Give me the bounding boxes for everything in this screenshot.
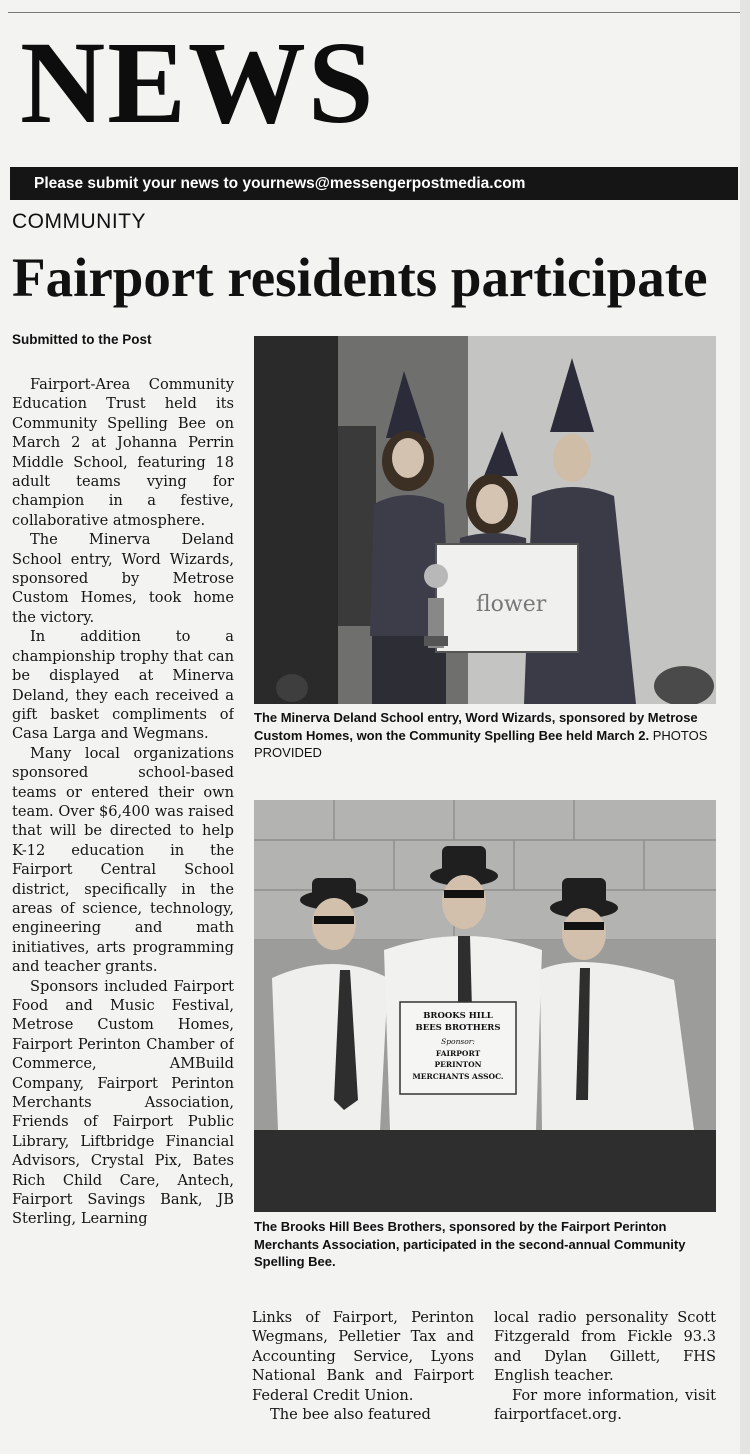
article-paragraph: Links of Fairport, Perinton Wegmans, Pelletier Tax and Accounting Service, Lyons National Bank and Fairport Federal Credit Union. <box>252 1309 474 1404</box>
section-label: COMMUNITY <box>12 210 146 233</box>
photo-word-wizards <box>254 336 716 704</box>
article-paragraph: The bee also featured <box>270 1406 431 1424</box>
article-paragraph: For more information, visit fairportfacet.org. <box>494 1386 716 1424</box>
photo-word-wizards-illustration <box>254 336 716 704</box>
photo-bees-brothers-illustration <box>254 800 716 1212</box>
sign-line: MERCHANTS ASSOC. <box>412 1072 504 1081</box>
photo1-caption-text: The Minerva Deland School entry, Word Wizards, sponsored by Metrose Custom Homes, won the Community Spelling Bee held March 2. <box>254 710 698 743</box>
page-edge-shadow <box>740 0 750 1454</box>
article-paragraph: Sponsors included Fairport Food and Music Festival, Metrose Custom Homes, Fairport Perinton Chamber of Commerce, AMBuild Company, Fairport Perinton Merchants Association, Friends of Fairport Public Library, Liftbridge Financial Advisors, Crystal Pix, Bates Rich Child Care, Antech, Fairport Savings Bank, JB Sterling, Learning <box>12 977 234 1228</box>
sign-line: PERINTON <box>434 1060 482 1069</box>
photo-bees-brothers <box>254 800 716 1212</box>
article-paragraph: local radio personality Scott Fitzgerald from Fickle 93.3 and Dylan Gillett, FHS English teacher. <box>494 1309 716 1385</box>
article-paragraph: Many local organizations sponsored school-based teams or entered their own team. Over $6,400 was raised that will be directed to help K-12 education in the Fairport Central School district, specifically in the areas of science, technology, engineering and math initiatives, arts programming and teacher grants. <box>12 744 234 976</box>
sign <box>400 1002 516 1094</box>
masthead: NEWS <box>20 17 376 148</box>
top-rule <box>8 12 742 13</box>
photo-credit: PHOTOS PROVIDED <box>254 727 708 760</box>
sign-line: Sponsor: <box>441 1037 475 1046</box>
article-paragraph: In addition to a championship trophy that can be displayed at Minerva Deland, they each received a gift basket compliments of Casa Larga and Wegmans. <box>12 628 234 743</box>
photo1-caption <box>254 709 724 762</box>
article-column-left <box>12 375 234 1450</box>
photo2-caption: The Brooks Hill Bees Brothers, sponsored by the Fairport Perinton Merchants Association, participated in the second-annual Community Spelling Bee. <box>254 1219 686 1269</box>
sign-line: BROOKS HILL <box>423 1011 493 1021</box>
byline: Submitted to the Post <box>12 332 152 347</box>
sign-line: BEES BROTHERS <box>415 1023 501 1033</box>
whiteboard-word: flower <box>476 592 547 617</box>
article-column-right <box>494 1308 716 1450</box>
sign-line: FAIRPORT <box>435 1049 481 1058</box>
submission-banner: Please submit your news to yournews@messengerpostmedia.com <box>10 167 738 200</box>
headline: Fairport residents participate <box>12 247 708 308</box>
article-paragraph: The Minerva Deland School entry, Word Wizards, sponsored by Metrose Custom Homes, took home the victory. <box>12 531 234 626</box>
article-paragraph: Fairport-Area Community Education Trust held its Community Spelling Bee on March 2 at Johanna Perrin Middle School, featuring 18 adult teams vying for champion in a festive, collaborative atmosphere. <box>12 376 234 529</box>
whiteboard <box>436 544 578 652</box>
article-column-middle <box>252 1308 474 1450</box>
